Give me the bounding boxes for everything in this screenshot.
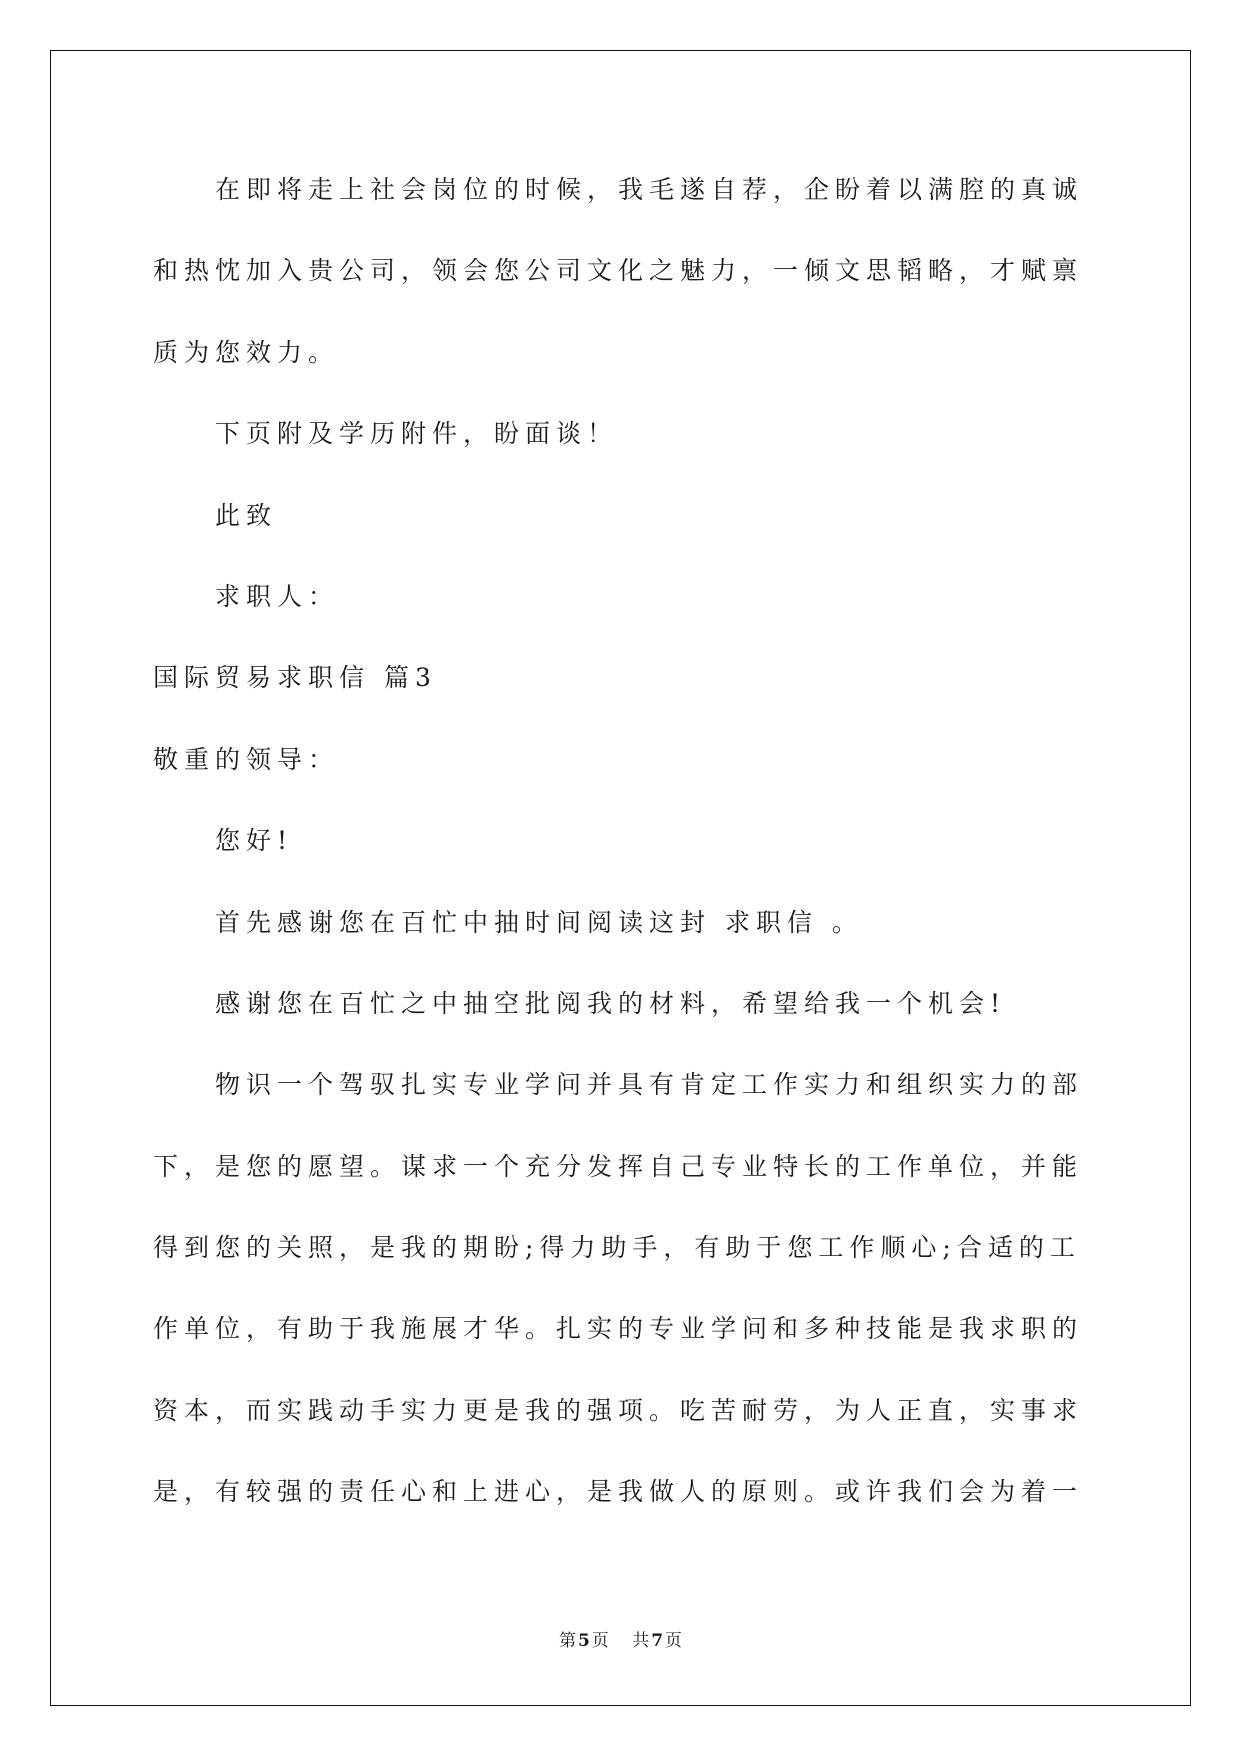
section-title: 国际贸易求职信 篇3 [153, 663, 437, 693]
paragraph [153, 393, 1113, 474]
current-page-number: 5 [577, 1631, 590, 1651]
body-text-line: 首先感谢您在百忙中抽时间阅读这封 求职信 。 [215, 907, 863, 937]
greeting: 您好! [215, 826, 294, 856]
body-text-line: 在即将走上社会岗位的时候，我毛遂自荐，企盼着以满腔的真诚 [215, 175, 1084, 204]
page-footer [0, 1629, 1241, 1653]
body-text-line: 下，是您的愿望。谋求一个充分发挥自己专业特长的工作单位，并能 [153, 1151, 1084, 1181]
paragraph [153, 149, 1113, 393]
body-text-line: 是，有较强的责任心和上进心，是我做人的原则。或许我们会为着一 [153, 1477, 1084, 1507]
body-text-line: 下页附及学历附件，盼面谈！ [215, 419, 619, 449]
body-text-line: 得到您的关照，是我的期盼;得力助手，有助于您工作顺心;合适的工 [153, 1233, 1081, 1263]
total-suffix: 页 [665, 1631, 683, 1651]
salutation: 敬重的领导： [153, 744, 340, 774]
page-number-group [559, 1631, 614, 1651]
paragraph [153, 882, 1113, 963]
body-text-line: 质为您效力。 [153, 337, 340, 367]
page-suffix: 页 [591, 1631, 609, 1651]
total-page-number: 7 [651, 1631, 664, 1651]
body-text-line: 物识一个驾驭扎实专业学问并具有肯定工作实力和组织实力的部 [215, 1070, 1084, 1100]
body-text-line: 资本，而实践动手实力更是我的强项。吃苦耐劳，为人正直，实事求 [153, 1395, 1084, 1425]
body-text-line: 作单位，有助于我施展才华。扎实的专业学问和多种技能是我求职的 [153, 1314, 1084, 1344]
document-body [153, 149, 1113, 1533]
paragraph [153, 963, 1113, 1044]
paragraph [153, 1044, 1113, 1532]
total-prefix: 共 [632, 1631, 650, 1651]
body-text-line: 感谢您在百忙之中抽空批阅我的材料，希望给我一个机会! [215, 988, 1007, 1018]
page-total-group [632, 1631, 682, 1651]
letter-closing: 此致 [215, 500, 278, 530]
body-text-line: 和热忱加入贵公司，领会您公司文化之魅力，一倾文思韬略，才赋禀 [153, 256, 1084, 286]
page-prefix: 第 [558, 1631, 576, 1651]
signature-label: 求职人： [215, 581, 340, 611]
